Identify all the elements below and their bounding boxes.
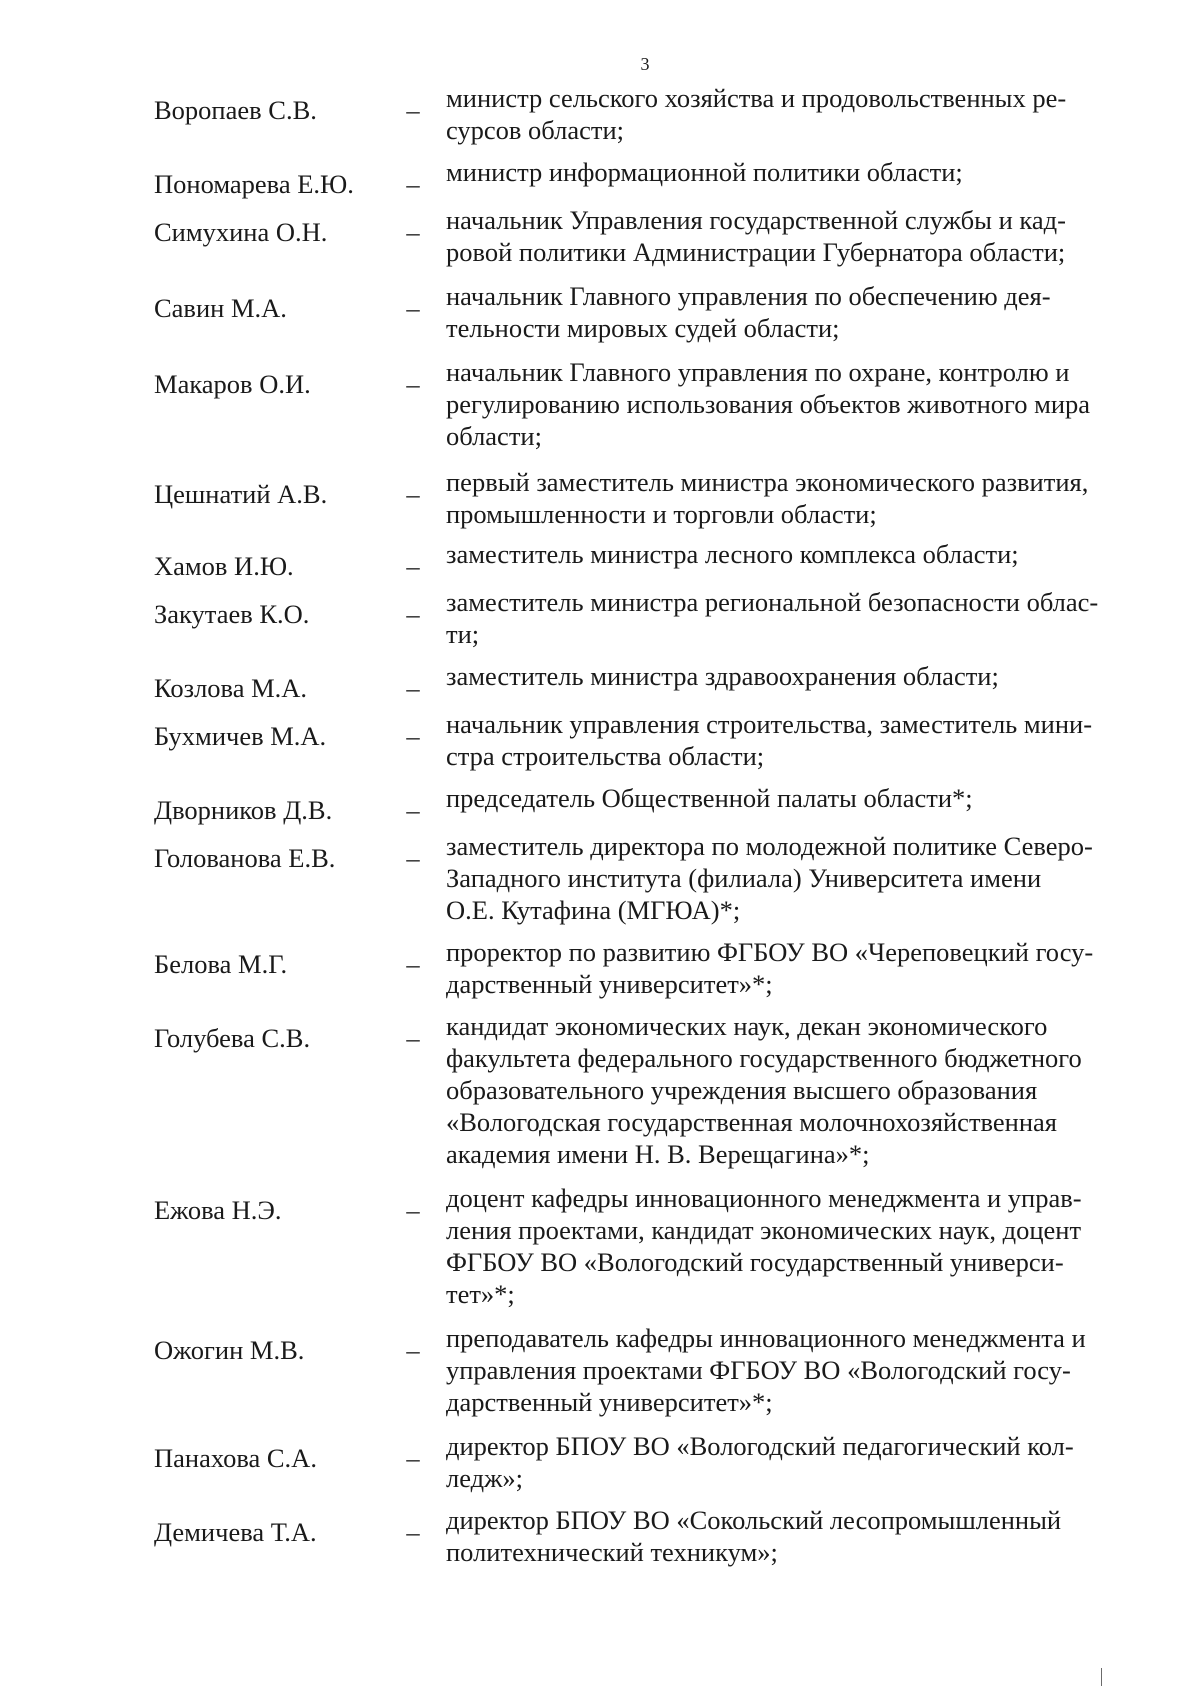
member-position: [434, 466, 1144, 530]
member-name: Пономарева Е.Ю.: [154, 169, 354, 199]
member-dash: –: [406, 551, 420, 581]
position-line: факультета федерального государственного бюджетного: [446, 1043, 1082, 1073]
member-name: Голубева С.В.: [154, 1023, 311, 1053]
member-row: [154, 586, 1144, 650]
position-line: регулированию использования объектов животного мира: [446, 389, 1091, 419]
member-dash: –: [406, 479, 420, 509]
position-line: преподаватель кафедры инновационного менеджмента и: [446, 1323, 1086, 1353]
member-position: [434, 1504, 1144, 1568]
member-name: Симухина О.Н.: [154, 217, 328, 247]
position-line: начальник управления строительства, заместитель мини-: [446, 709, 1093, 739]
position-line: ФГБОУ ВО «Вологодский государственный универси-: [446, 1247, 1064, 1277]
member-dash: –: [406, 795, 420, 825]
member-position: [434, 1430, 1144, 1494]
member-row: [154, 466, 1144, 530]
position-line: председатель Общественной палаты области*;: [446, 783, 973, 813]
member-dash: –: [406, 673, 420, 703]
member-name: Цешнатий А.В.: [154, 479, 328, 509]
position-line: ледж»;: [446, 1463, 524, 1493]
position-line: управления проектами ФГБОУ ВО «Вологодский госу-: [446, 1355, 1071, 1385]
member-row: [154, 1322, 1144, 1418]
member-row: [154, 708, 1144, 772]
position-line: «Вологодская государственная молочнохозяйственная: [446, 1107, 1057, 1137]
member-name: Бухмичев М.А.: [154, 721, 327, 751]
member-position: [434, 1182, 1144, 1310]
member-dash: –: [406, 169, 420, 199]
member-row: [154, 538, 1144, 582]
member-dash: –: [406, 843, 420, 873]
member-position: [434, 660, 1144, 692]
member-name: Макаров О.И.: [154, 369, 311, 399]
member-position: [434, 82, 1144, 146]
position-line: начальник Главного управления по обеспечению дея-: [446, 281, 1051, 311]
member-name: Воропаев С.В.: [154, 95, 317, 125]
member-dash: –: [406, 721, 420, 751]
member-position: [434, 280, 1144, 344]
member-name: Ежова Н.Э.: [154, 1195, 282, 1225]
member-list: [154, 82, 1144, 1568]
position-line: тельности мировых судей области;: [446, 313, 840, 343]
member-dash: –: [406, 293, 420, 323]
position-line: министр информационной политики области;: [446, 157, 963, 187]
member-name: Козлова М.А.: [154, 673, 308, 703]
member-name: Савин М.А.: [154, 293, 287, 323]
member-position: [434, 356, 1144, 452]
scan-mark: [1101, 1668, 1102, 1686]
position-line: ровой политики Администрации Губернатора области;: [446, 237, 1066, 267]
position-line: политехнический техникум»;: [446, 1537, 778, 1567]
member-dash: –: [406, 1517, 420, 1547]
member-row: [154, 830, 1144, 926]
member-position: [434, 1010, 1144, 1170]
member-position: [434, 782, 1144, 814]
position-line: дарственный университет»*;: [446, 1387, 773, 1417]
member-dash: –: [406, 1023, 420, 1053]
member-row: [154, 660, 1144, 704]
member-name: Голованова Е.В.: [154, 843, 336, 873]
member-dash: –: [406, 95, 420, 125]
member-position: [434, 586, 1144, 650]
member-row: [154, 1182, 1144, 1310]
member-dash: –: [406, 369, 420, 399]
position-line: начальник Главного управления по охране, контролю и: [446, 357, 1070, 387]
member-name: Панахова С.А.: [154, 1443, 317, 1473]
member-row: [154, 356, 1144, 452]
member-row: [154, 782, 1144, 826]
position-line: начальник Управления государственной службы и кад-: [446, 205, 1066, 235]
member-dash: –: [406, 949, 420, 979]
position-line: ления проектами, кандидат экономических наук, доцент: [446, 1215, 1082, 1245]
position-line: кандидат экономических наук, декан экономического: [446, 1011, 1048, 1041]
member-row: [154, 1010, 1144, 1170]
position-line: академия имени Н. В. Верещагина»*;: [446, 1139, 870, 1169]
member-name: Дворников Д.В.: [154, 795, 333, 825]
member-row: [154, 1430, 1144, 1494]
position-line: заместитель министра здравоохранения области;: [446, 661, 999, 691]
position-line: заместитель министра региональной безопасности облас-: [446, 587, 1099, 617]
member-row: [154, 82, 1144, 146]
member-row: [154, 1504, 1144, 1568]
position-line: доцент кафедры инновационного менеджмента и управ-: [446, 1183, 1082, 1213]
member-dash: –: [406, 1335, 420, 1365]
member-dash: –: [406, 1443, 420, 1473]
member-name: Хамов И.Ю.: [154, 551, 294, 581]
member-row: [154, 936, 1144, 1000]
member-position: [434, 830, 1144, 926]
member-name: Демичева Т.А.: [154, 1517, 317, 1547]
position-line: дарственный университет»*;: [446, 969, 773, 999]
member-name: Белова М.Г.: [154, 949, 288, 979]
position-line: заместитель директора по молодежной политике Северо-: [446, 831, 1093, 861]
position-line: образовательного учреждения высшего образования: [446, 1075, 1038, 1105]
member-row: [154, 280, 1144, 344]
member-position: [434, 936, 1144, 1000]
position-line: Западного института (филиала) Университета имени: [446, 863, 1042, 893]
member-name: Закутаев К.О.: [154, 599, 310, 629]
position-line: заместитель министра лесного комплекса области;: [446, 539, 1019, 569]
position-line: первый заместитель министра экономического развития,: [446, 467, 1089, 497]
position-line: промышленности и торговли области;: [446, 499, 877, 529]
position-line: директор БПОУ ВО «Сокольский лесопромышленный: [446, 1505, 1062, 1535]
member-position: [434, 708, 1144, 772]
position-line: сурсов области;: [446, 115, 625, 145]
member-position: [434, 1322, 1144, 1418]
member-position: [434, 156, 1144, 188]
position-line: области;: [446, 421, 542, 451]
member-row: [154, 156, 1144, 200]
member-dash: –: [406, 1195, 420, 1225]
position-line: проректор по развитию ФГБОУ ВО «Череповецкий госу-: [446, 937, 1094, 967]
member-position: [434, 204, 1144, 268]
member-row: [154, 204, 1144, 268]
member-dash: –: [406, 599, 420, 629]
member-name: Ожогин М.В.: [154, 1335, 305, 1365]
position-line: тет»*;: [446, 1279, 515, 1309]
position-line: стра строительства области;: [446, 741, 765, 771]
position-line: О.Е. Кутафина (МГЮА)*;: [446, 895, 741, 925]
member-position: [434, 538, 1144, 570]
position-line: министр сельского хозяйства и продовольственных ре-: [446, 83, 1067, 113]
position-line: директор БПОУ ВО «Вологодский педагогический кол-: [446, 1431, 1074, 1461]
page-number: 3: [640, 54, 650, 74]
position-line: ти;: [446, 619, 480, 649]
member-dash: –: [406, 217, 420, 247]
